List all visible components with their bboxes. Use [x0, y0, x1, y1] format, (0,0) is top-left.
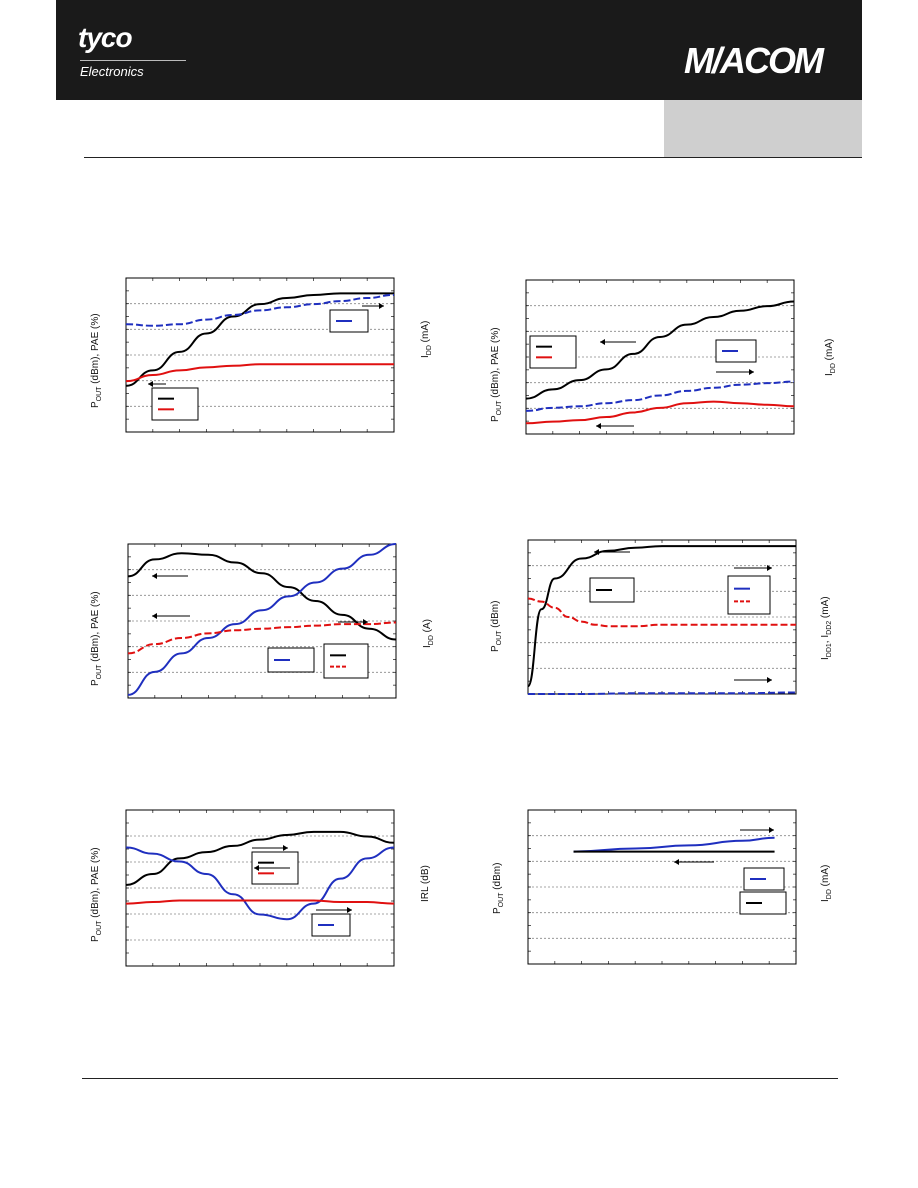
- label-subscript: OUT: [96, 386, 103, 402]
- label-subscript: DD2: [826, 620, 833, 635]
- label-text: (mA): [820, 596, 831, 621]
- label-subscript: DD: [826, 889, 833, 900]
- label-text: (dBm), PAE (%): [90, 313, 101, 387]
- label-text: (dBm), PAE (%): [490, 327, 501, 401]
- label-text: (mA): [820, 864, 831, 890]
- label-text: (A): [422, 618, 433, 636]
- label-text: IRL (dB): [420, 865, 431, 902]
- label-text: I: [824, 373, 835, 376]
- label-text: I: [820, 657, 831, 660]
- label-text: I: [422, 645, 433, 648]
- label-subscript: DD: [830, 363, 837, 374]
- ylabel_right: [420, 321, 433, 358]
- ylabel_left: [90, 847, 103, 942]
- ylabel_left: [90, 591, 103, 686]
- label-text: (dBm), PAE (%): [90, 847, 101, 921]
- label-text: , I: [820, 634, 831, 644]
- label-text: P: [492, 907, 503, 914]
- macom-logo: M/ACOM: [684, 40, 822, 81]
- label-text: I: [820, 899, 831, 902]
- label-text: (dBm), PAE (%): [90, 591, 101, 665]
- ylabel_right: [420, 865, 431, 902]
- axis-arrow-head: [769, 827, 774, 833]
- label-subscript: DD: [428, 635, 435, 646]
- label-subscript: DD: [426, 345, 433, 356]
- label-text: P: [90, 401, 101, 408]
- plot-area: [528, 810, 796, 964]
- series-line-1: [574, 838, 775, 852]
- ylabel_left: [490, 327, 503, 422]
- label-subscript: OUT: [96, 664, 103, 680]
- label-text: (dBm): [492, 862, 503, 893]
- ylabel_right: [820, 865, 833, 902]
- label-text: P: [490, 415, 501, 422]
- label-text: P: [90, 679, 101, 686]
- ylabel_right: [824, 339, 837, 376]
- label-text: (dBm): [490, 600, 501, 631]
- ylabel_right: [820, 596, 833, 660]
- label-subscript: OUT: [96, 920, 103, 936]
- label-subscript: OUT: [498, 892, 505, 908]
- electronics-wordmark: Electronics: [80, 64, 144, 79]
- ylabel_left: [492, 863, 505, 914]
- ylabel_right: [422, 619, 435, 648]
- label-subscript: OUT: [496, 400, 503, 416]
- label-subscript: OUT: [496, 630, 503, 646]
- ylabel_left: [490, 601, 503, 652]
- axis-arrow-head: [674, 859, 679, 865]
- label-text: P: [90, 935, 101, 942]
- label-subscript: DD1: [826, 643, 833, 658]
- ylabel_left: [90, 313, 103, 408]
- label-text: P: [490, 645, 501, 652]
- label-text: (mA): [824, 338, 835, 364]
- tyco-logo: tyco: [78, 22, 132, 53]
- label-text: I: [420, 355, 431, 358]
- label-text: (mA): [420, 320, 431, 346]
